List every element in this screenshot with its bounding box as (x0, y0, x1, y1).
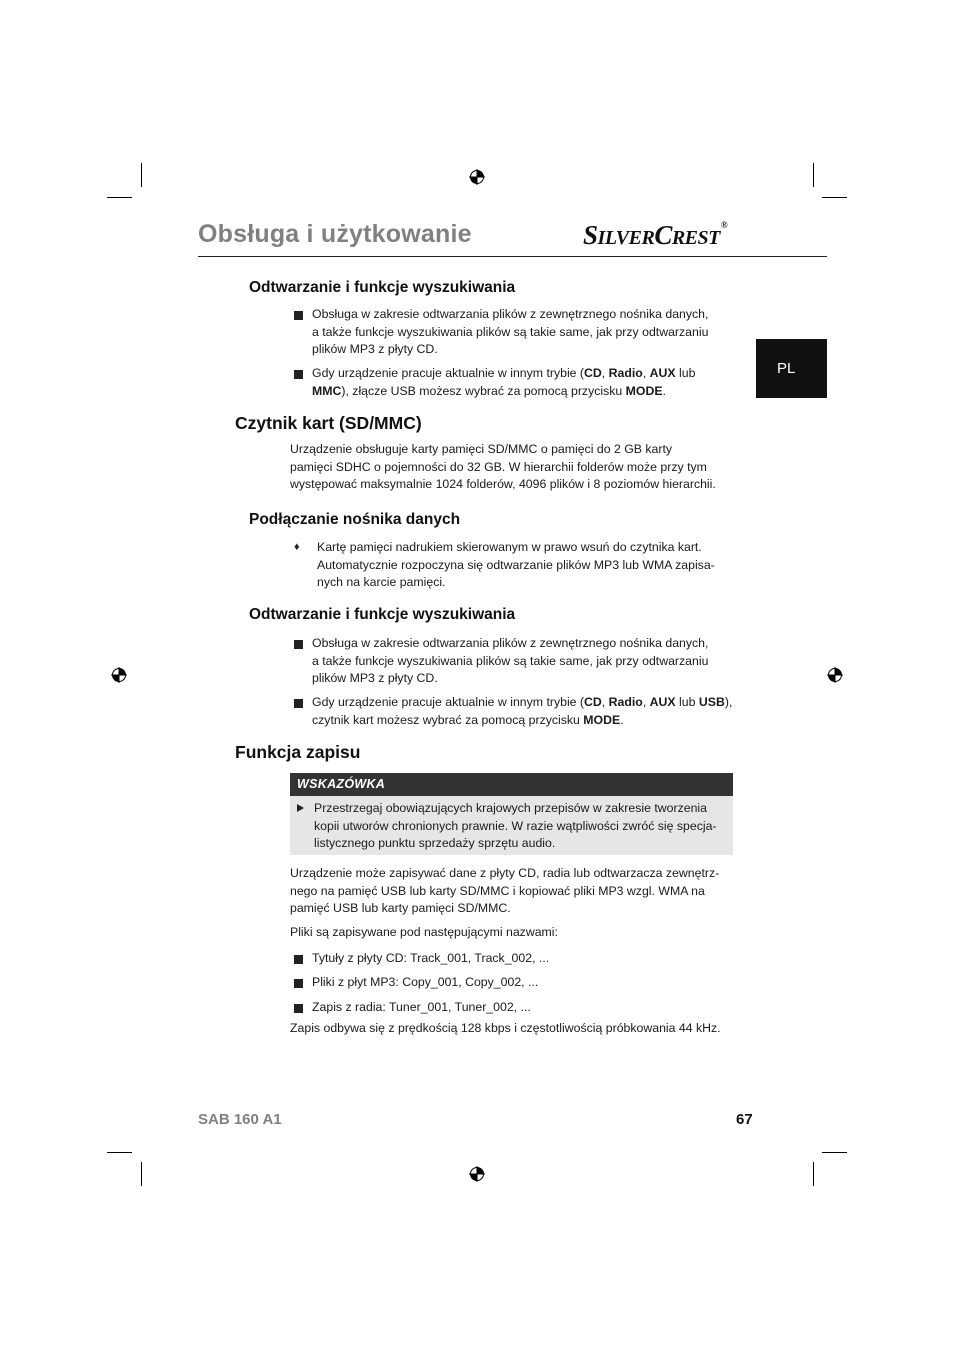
model-number: SAB 160 A1 (198, 1111, 282, 1128)
list-item: Zapis z radia: Tuner_001, Tuner_002, ... (312, 1000, 531, 1014)
bullet-square-icon (294, 979, 303, 988)
section-heading: Odtwarzanie i funkcje wyszukiwania (249, 279, 516, 296)
crop-mark (107, 197, 132, 198)
crop-mark (813, 163, 814, 187)
bullet-square-icon (294, 370, 303, 379)
diamond-bullet-icon: ♦ (294, 541, 300, 553)
registration-mark-icon (469, 169, 485, 185)
crop-mark (141, 163, 142, 187)
paragraph: Urządzenie może zapisywać dane z płyty CD, radia lub odtwarzacza zewnętrz- nego na pamięć USB lub karty SD/MMC i kopiować pliki MP3 wzgl. WMA na pamięć USB lub karty pamięci SD/MMC. (290, 866, 720, 916)
crop-mark (141, 1162, 142, 1186)
bullet-text: Obsługa w zakresie odtwarzania plików z zewnętrznego nośnika danych, a także funkcje wyszukiwania plików są takie same, jak przy odtwarzaniu plików MP3 z płyty CD. (312, 636, 709, 686)
brand-logo: SILVERCREST® (583, 220, 728, 250)
bullet-square-icon (294, 1004, 303, 1013)
note-text: Przestrzegaj obowiązujących krajowych przepisów w zakresie tworzenia kopii utworów chronionych prawnie. W razie wątpliwości zwróć się specja- listycznego punktu sprzedaży sprzętu audio. (314, 801, 717, 851)
bullet-text: Obsługa w zakresie odtwarzania plików z zewnętrznego nośnika danych, a także funkcje wyszukiwania plików są takie same, jak przy odtwarzaniu plików MP3 z płyty CD. (312, 307, 709, 357)
crop-mark (813, 1162, 814, 1186)
list-item: Pliki z płyt MP3: Copy_001, Copy_002, ... (312, 975, 539, 989)
page-number: 67 (736, 1111, 753, 1128)
crop-mark (107, 1152, 132, 1153)
section-heading: Odtwarzanie i funkcje wyszukiwania (249, 606, 516, 623)
registration-mark-icon (111, 667, 127, 683)
paragraph: Pliki są zapisywane pod następującymi nazwami: (290, 925, 558, 939)
note-header: WSKAZÓWKA (290, 773, 733, 796)
crop-mark (822, 197, 847, 198)
paragraph: Urządzenie obsługuje karty pamięci SD/MMC o pamięci do 2 GB karty pamięci SDHC o pojemności do 32 GB. W hierarchii folderów może przy tym występować maksymalnie 1024 folderów, 4096 plików i 8 poziomów hierarchii. (290, 442, 716, 492)
page-title: Obsługa i użytkowanie (198, 220, 472, 248)
bullet-text: Kartę pamięci nadrukiem skierowanym w prawo wsuń do czytnika kart. Automatycznie rozpoczyna się odtwarzanie plików MP3 lub WMA zapisa- nych na karcie pamięci. (317, 540, 715, 590)
bullet-square-icon (294, 699, 303, 708)
header-rule (198, 256, 827, 257)
note-box (290, 796, 733, 855)
section-heading: Podłączanie nośnika danych (249, 511, 461, 528)
registration-mark-icon (469, 1166, 485, 1182)
bullet-text: Gdy urządzenie pracuje aktualnie w innym trybie (CD, Radio, AUX lub MMC), złącze USB możesz wybrać za pomocą przycisku MODE. (312, 366, 696, 398)
list-item: Tytuły z płyty CD: Track_001, Track_002, ... (312, 951, 550, 965)
language-tab: PL (756, 339, 827, 398)
paragraph: Zapis odbywa się z prędkością 128 kbps i częstotliwością próbkowania 44 kHz. (290, 1021, 721, 1035)
bullet-square-icon (294, 311, 303, 320)
section-heading: Czytnik kart (SD/MMC) (235, 413, 422, 433)
crop-mark (822, 1152, 847, 1153)
bullet-square-icon (294, 640, 303, 649)
section-heading: Funkcja zapisu (235, 742, 361, 762)
registration-mark-icon (827, 667, 843, 683)
arrow-right-icon (297, 804, 304, 812)
bullet-square-icon (294, 955, 303, 964)
bullet-text: Gdy urządzenie pracuje aktualnie w innym trybie (CD, Radio, AUX lub USB), czytnik kart możesz wybrać za pomocą przycisku MODE. (312, 695, 733, 727)
